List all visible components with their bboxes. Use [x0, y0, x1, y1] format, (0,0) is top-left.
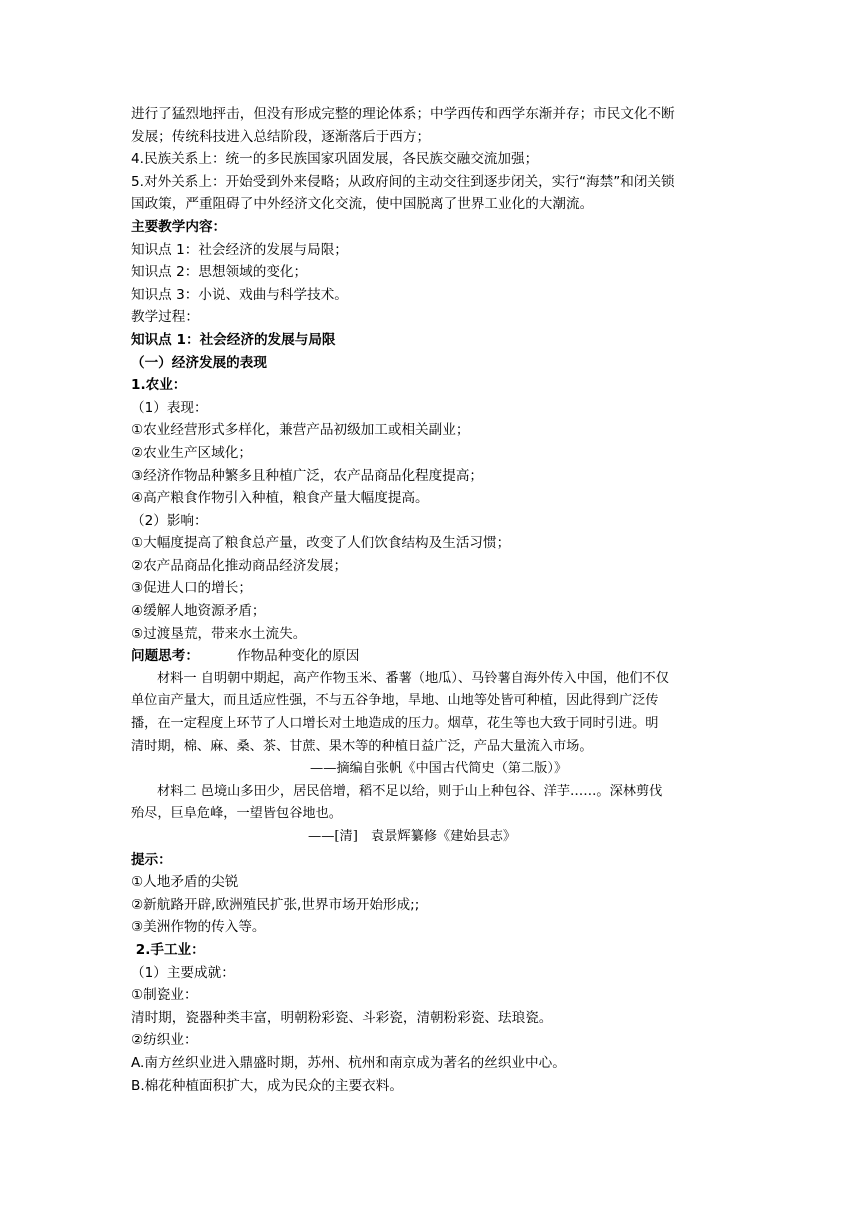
list-item: ②农产品商品化推动商品经济发展；: [131, 557, 348, 574]
text-line: B.棉花种植面积扩大，成为民众的主要衣料。: [131, 1077, 403, 1094]
material-source: ——摘编自张帆《中国古代简史（第二版）》: [310, 761, 568, 777]
material-line: 单位亩产量大，而且适应性强，不与五谷争地，旱地、山地等处皆可种植，因此得到广泛传: [131, 693, 659, 709]
question-text: 作物品种变化的原因: [237, 648, 360, 665]
list-item: ③促进人口的增长；: [131, 580, 252, 597]
material-line: 清时期，棉、麻、桑、茶、甘蔗、果木等的种植日益广泛，产品大量流入市场。: [131, 738, 593, 754]
text-line: （1）表现：: [131, 399, 208, 416]
text-line: 发展；传统科技进入总结阶段，逐渐落后于西方；: [131, 128, 431, 145]
section-heading: 主要教学内容：: [131, 218, 227, 235]
material-source: ——[清] 袁景辉纂修《建始县志》: [308, 829, 517, 844]
list-item: ③经济作物品种繁多且种植广泛，农产品商品化程度提高；: [131, 467, 484, 484]
text-line: 知识点 2：思想领域的变化；: [131, 264, 308, 281]
list-item: ②农业生产区域化；: [131, 444, 252, 461]
list-item: ②新航路开辟,欧洲殖民扩张,世界市场开始形成;;: [131, 896, 420, 913]
text-line: 清时期，瓷器种类丰富，明朝粉彩瓷、斗彩瓷，清朝粉彩瓷、珐琅瓷。: [131, 1009, 553, 1026]
list-item: ①人地矛盾的尖锐: [131, 874, 239, 891]
text-line: 5.对外关系上：开始受到外来侵略；从政府间的主动交往到逐步闭关，实行“海禁”和闭关锁: [131, 173, 675, 190]
section-heading: 知识点 1：社会经济的发展与局限: [131, 331, 336, 348]
list-item: ①大幅度提高了粮食总产量，改变了人们饮食结构及生活习惯；: [131, 535, 511, 552]
list-item: ③美洲作物的传入等。: [131, 919, 266, 936]
material-line: 播，在一定程度上环节了人口增长对土地造成的压力。烟草，花生等也大致于同时引进。明: [131, 716, 659, 732]
text-line: 教学过程：: [131, 309, 199, 326]
list-item: ①农业经营形式多样化，兼营产品初级加工或相关副业；: [131, 422, 470, 439]
text-line: 4.民族关系上：统一的多民族国家巩固发展，各民族交融交流加强；: [131, 151, 539, 168]
list-item: ⑤过渡垦荒，带来水土流失。: [131, 625, 307, 642]
material-line: 殆尽，巨阜危峰，一望皆包谷地也。: [131, 806, 342, 822]
section-heading: （一）经济发展的表现: [131, 354, 267, 371]
material-line: 材料一 自明朝中期起，高产作物玉米、番薯（地瓜）、马铃薯自海外传入中国，他们不仅: [157, 670, 669, 686]
text-line: A.南方丝织业进入鼎盛时期，苏州、杭州和南京成为著名的丝织业中心。: [131, 1054, 566, 1071]
section-heading: 2.手工业：: [131, 941, 205, 958]
question-label: 问题思考：: [131, 648, 199, 665]
section-heading: 1.农业：: [131, 377, 187, 394]
text-line: （2）影响：: [131, 512, 208, 529]
text-line: （1）主要成就：: [131, 964, 235, 981]
list-item: ①制瓷业：: [131, 987, 198, 1004]
list-item: ④高产粮食作物引入种植，粮食产量大幅度提高。: [131, 490, 429, 507]
material-line: 材料二 邑境山多田少，居民倍增，稻不足以给，则于山上种包谷、洋芋……。深林剪伐: [157, 783, 663, 799]
list-item: ②纺织业：: [131, 1032, 198, 1049]
document-page: [131, 103, 731, 1097]
text-line: 进行了猛烈地抨击，但没有形成完整的理论体系；中学西传和西学东渐并存；市民文化不断: [131, 106, 675, 122]
list-item: ④缓解人地资源矛盾；: [131, 603, 266, 620]
text-line: 国政策，严重阻碍了中外经济文化交流，使中国脱离了世界工业化的大潮流。: [131, 196, 594, 213]
question-line: [131, 645, 731, 668]
text-line: 知识点 1：社会经济的发展与局限；: [131, 241, 348, 258]
text-line: 知识点 3：小说、戏曲与科学技术。: [131, 286, 348, 303]
section-heading: 提示：: [131, 851, 172, 868]
